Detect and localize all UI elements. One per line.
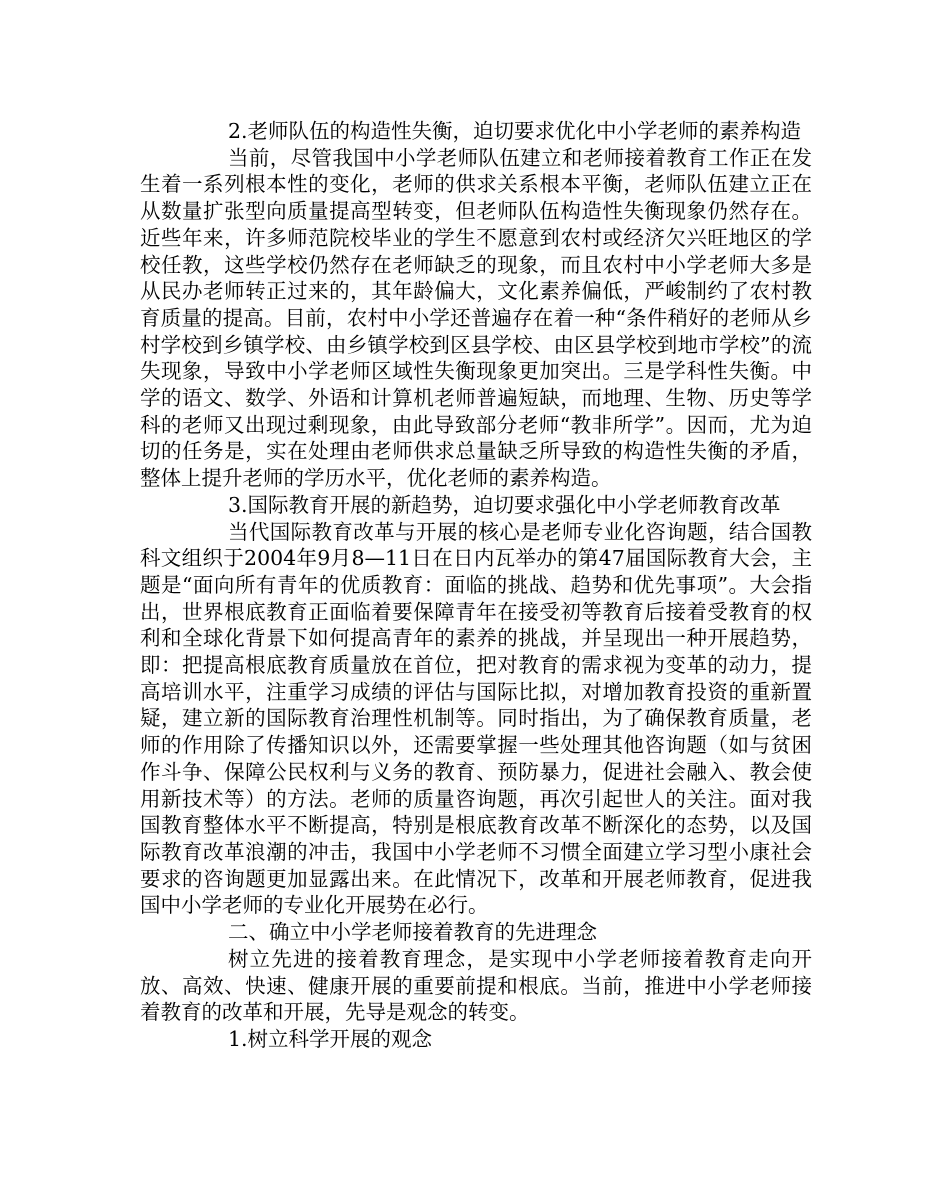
body-paragraph: 树立先进的接着教育理念，是实现中小学老师接着教育走向开放、高效、快速、健康开展的重要前提和根底。当前，推进中小学老师接着教育的改革和开展，先导是观念的转变。 <box>140 946 812 1025</box>
section-heading: 3.国际教育开展的新趋势，迫切要求强化中小学老师教育改革 <box>228 492 781 517</box>
section-heading: 1.树立科学开展的观念 <box>228 1026 433 1051</box>
body-paragraph: 当前，尽管我国中小学老师队伍建立和老师接着教育工作正在发生着一系列根本性的变化，老师的供求关系根本平衡，老师队伍建立正在从数量扩张型向质量提高型转变，但老师队伍构造性失衡现象仍然存在。近些年来，许多师范院校毕业的学生不愿意到农村或经济欠兴旺地区的学校任教，这些学校仍然存在老师缺乏的现象，而且农村中小学老师大多是从民办老师转正过来的，其年龄偏大，文化素养偏低，严峻制约了农村教育质量的提高。目前，农村中小学还普遍存在着一种“条件稍好的老师从乡村学校到乡镇学校、由乡镇学校到区县学校、由区县学校到地市学校”的流失现象，导致中小学老师区域性失衡现象更加突出。三是学科性失衡。中学的语文、数学、外语和计算机老师普遍短缺，而地理、生物、历史等学科的老师又出现过剩现象，由此导致部分老师“教非所学”。因而，尤为迫切的任务是，实在处理由老师供求总量缺乏所导致的构造性失衡的矛盾，整体上提升老师的学历水平，优化老师的素养构造。 <box>140 145 812 491</box>
chapter-heading: 二、确立中小学老师接着教育的先进理念 <box>228 920 597 945</box>
document-page <box>140 118 812 1053</box>
section-heading: 2.老师队伍的构造性失衡，迫切要求优化中小学老师的素养构造 <box>228 119 802 143</box>
body-paragraph: 当代国际教育改革与开展的核心是老师专业化咨询题，结合国教科文组织于2004年9月8—11日在日内瓦举办的第47届国际教育大会，主题是“面向所有青年的优质教育：面临的挑战、趋势和优先事项”。大会指出，世界根底教育正面临着要保障青年在接受初等教育后接着受教育的权利和全球化背景下如何提高青年的素养的挑战，并呈现出一种开展趋势，即：把提高根底教育质量放在首位，把对教育的需求视为变革的动力，提高培训水平，注重学习成绩的评估与国际比拟，对增加教育投资的重新置疑，建立新的国际教育治理性机制等。同时指出，为了确保教育质量，老师的作用除了传播知识以外，还需要掌握一些处理其他咨询题（如与贫困作斗争、保障公民权利与义务的教育、预防暴力，促进社会融入、教会使用新技术等）的方法。老师的质量咨询题，再次引起世人的关注。面对我国教育整体水平不断提高，特别是根底教育改革不断深化的态势，以及国际教育改革浪潮的冲击，我国中小学老师不习惯全面建立学习型小康社会要求的咨询题更加显露出来。在此情况下，改革和开展老师教育，促进我国中小学老师的专业化开展势在必行。 <box>140 519 812 918</box>
